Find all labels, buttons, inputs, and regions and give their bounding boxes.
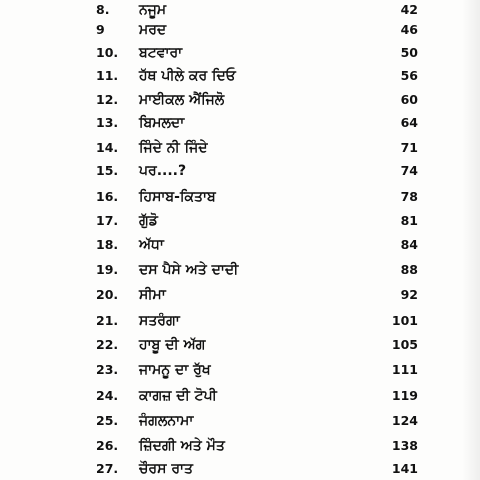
toc-entry xyxy=(0,89,480,111)
entry-title: ਗੁੱਡੋ xyxy=(139,213,158,229)
entry-title: ਮਰਦ xyxy=(139,22,167,38)
toc-entry xyxy=(0,410,480,432)
entry-title: ਸਤਰੰਗਾ xyxy=(139,313,180,329)
entry-title: ਪਰ....? xyxy=(139,163,187,179)
entry-title: ਜਿੰਦੇ ਨੀ ਜਿੰਦੇ xyxy=(139,140,208,156)
entry-number: 17. xyxy=(96,213,119,228)
entry-page-number: 138 xyxy=(391,438,418,453)
toc-entry xyxy=(0,435,480,457)
entry-title: ਜਾਮਨੂ ਦਾ ਰੁੱਖ xyxy=(139,362,211,378)
entry-page-number: 64 xyxy=(400,115,418,130)
entry-number: 25. xyxy=(96,413,119,428)
entry-number: 27. xyxy=(96,461,119,476)
entry-number: 21. xyxy=(96,313,119,328)
entry-title: ਚੌਰਸ ਰਾਤ xyxy=(139,461,193,477)
entry-title: ਹਿਸਾਬ-ਕਿਤਾਬ xyxy=(139,189,216,205)
entry-title: ਜੰਗਲਨਾਮਾ xyxy=(139,413,194,429)
entry-number: 23. xyxy=(96,362,119,377)
entry-page-number: 119 xyxy=(391,388,418,403)
entry-number: 15. xyxy=(96,163,119,178)
entry-page-number: 124 xyxy=(391,413,418,428)
entry-title: ਦਸ ਪੈਸੇ ਅਤੇ ਦਾਦੀ xyxy=(139,262,239,278)
entry-page-number: 81 xyxy=(400,213,418,228)
entry-title: ਨਜੂਮ xyxy=(139,2,167,18)
entry-title: ਬਿਮਲਦਾ xyxy=(139,115,185,131)
entry-page-number: 74 xyxy=(400,163,418,178)
entry-number: 26. xyxy=(96,438,119,453)
entry-number: 12. xyxy=(96,92,119,107)
entry-page-number: 141 xyxy=(391,461,418,476)
entry-title: ਸੀਮਾ xyxy=(139,287,166,303)
toc-entry xyxy=(0,137,480,159)
entry-page-number: 101 xyxy=(391,313,418,328)
entry-title: ਕਾਗਜ਼ ਦੀ ਟੋਪੀ xyxy=(139,388,217,404)
entry-number: 22. xyxy=(96,337,119,352)
entry-number: 19. xyxy=(96,262,119,277)
toc-entry xyxy=(0,112,480,134)
toc-entry xyxy=(0,310,480,332)
entry-page-number: 88 xyxy=(400,262,418,277)
entry-title: ਅੱਧਾ xyxy=(139,237,164,253)
entry-title: ਹੱਥ ਪੀਲੇ ਕਰ ਦਿਓ xyxy=(139,68,236,84)
entry-page-number: 84 xyxy=(400,237,418,252)
toc-entry xyxy=(0,210,480,232)
toc-entry xyxy=(0,259,480,281)
toc-entry xyxy=(0,458,480,480)
toc-entry xyxy=(0,186,480,208)
toc-entry xyxy=(0,160,480,182)
entry-number: 14. xyxy=(96,140,119,155)
entry-number: 24. xyxy=(96,388,119,403)
entry-number: 18. xyxy=(96,237,119,252)
toc-entry xyxy=(0,359,480,381)
toc-entry xyxy=(0,65,480,87)
entry-page-number: 42 xyxy=(400,2,418,17)
toc-entry xyxy=(0,42,480,64)
toc-entry xyxy=(0,19,480,41)
entry-page-number: 105 xyxy=(391,337,418,352)
entry-number: 16. xyxy=(96,189,119,204)
entry-title: ਮਾਈਕਲ ਐਂਜਿਲੋ xyxy=(139,92,225,108)
toc-entry xyxy=(0,0,480,21)
entry-title: ਬਟਵਾਰਾ xyxy=(139,45,183,61)
entry-page-number: 92 xyxy=(400,287,418,302)
entry-page-number: 46 xyxy=(400,22,418,37)
entry-page-number: 56 xyxy=(400,68,418,83)
entry-page-number: 111 xyxy=(391,362,418,377)
entry-title: ਹਾਬੂ ਦੀ ਅੱਗ xyxy=(139,337,206,353)
toc-entry xyxy=(0,385,480,407)
entry-number: 11. xyxy=(96,68,119,83)
entry-page-number: 71 xyxy=(400,140,418,155)
toc-entry xyxy=(0,284,480,306)
entry-number: 10. xyxy=(96,45,119,60)
toc-entry xyxy=(0,334,480,356)
entry-page-number: 60 xyxy=(400,92,418,107)
entry-number: 8. xyxy=(96,2,110,17)
entry-number: 20. xyxy=(96,287,119,302)
entry-number: 13. xyxy=(96,115,119,130)
entry-number: 9 xyxy=(96,22,105,37)
toc-entry xyxy=(0,234,480,256)
entry-title: ਜ਼ਿੰਦਗੀ ਅਤੇ ਮੌਤ xyxy=(139,438,225,454)
entry-page-number: 50 xyxy=(400,45,418,60)
entry-page-number: 78 xyxy=(400,189,418,204)
